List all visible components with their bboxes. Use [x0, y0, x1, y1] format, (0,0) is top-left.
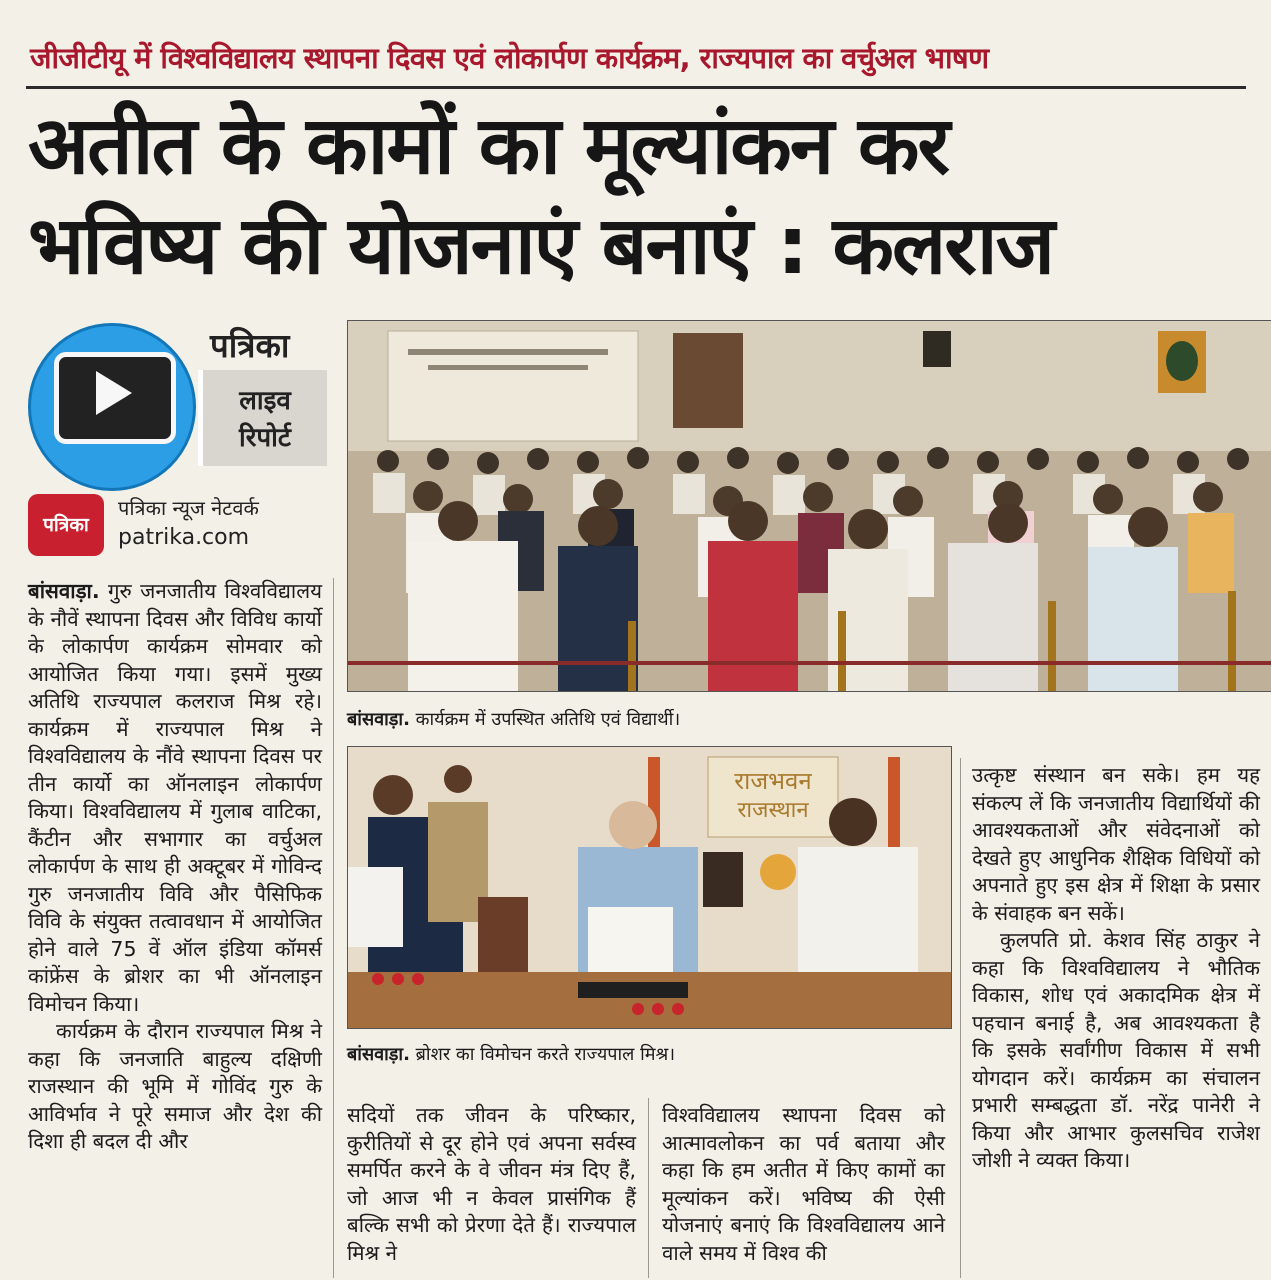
kicker-headline: जीजीटीयू में विश्वविद्यालय स्थापना दिवस एवं लोकार्पण कार्यक्रम, राज्यपाल का वर्चुअल भाषण	[30, 41, 989, 75]
photo-caption	[347, 707, 680, 731]
article-column-2	[347, 1102, 636, 1267]
news-network: पत्रिका न्यूज नेटवर्क	[118, 496, 259, 520]
article-paragraph: उत्कृष्ट संस्थान बन सके। हम यह संकल्प लें कि जनजातीय विद्यार्थियों की आवश्यकताओं और संवेदनाओं को देखते हुए आधुनिक शैक्षिक विधियों को अपनाते हुए इस क्षेत्र में शिक्षा के प्रसार के संवाहक बन सकें।	[972, 763, 1260, 925]
banner-line-1: राजभवन	[734, 767, 812, 795]
column-divider	[648, 1098, 649, 1278]
page-title	[28, 96, 1258, 296]
column-divider	[333, 578, 334, 1278]
audience-photo-illustration	[348, 321, 1271, 691]
headline-rule	[26, 86, 1246, 89]
article-column-4	[972, 762, 1260, 1175]
dateline: बांसवाड़ा.	[28, 579, 100, 603]
caption-place: बांसवाड़ा.	[347, 709, 410, 730]
patrika-logo: पत्रिका	[28, 494, 104, 556]
article-column-1	[28, 578, 322, 1156]
website-link[interactable]: patrika.com	[118, 525, 250, 550]
play-icon	[96, 371, 132, 415]
headline-line-1: अतीत के कामों का मूल्यांकन कर	[28, 99, 949, 192]
report-label: रिपोर्ट	[239, 423, 291, 453]
headline-line-2: भविष्य की योजनाएं बनाएं : कलराज	[28, 199, 1054, 292]
caption-text: कार्यक्रम में उपस्थित अतिथि एवं विद्यार्थी।	[415, 709, 681, 730]
brochure-photo-illustration	[348, 747, 951, 1028]
brochure-release-photo	[347, 746, 952, 1029]
article-paragraph: कुलपति प्रो. केशव सिंह ठाकुर ने कहा कि विश्वविद्यालय ने भौतिक विकास, शोध एवं अकादमिक क्षेत्र में पहचान बनाई है, अब आवश्यकता है कि इसके सर्वांगीण विकास में सभी योगदान करें। कार्यक्रम का संचालन प्रभारी सम्बद्धता डॉ. नरेंद्र पानेरी ने किया और आभार कुलसचिव राजेश जोशी ने व्यक्त किया।	[972, 928, 1260, 1172]
live-label: लाइव	[239, 386, 291, 416]
photo-caption	[347, 1042, 675, 1066]
article-paragraph: सदियों तक जीवन के परिष्कार, कुरीतियों से दूर होने एवं अपना सर्वस्व समर्पित करने के वे जीवन मंत्र दिए हैं, जो आज भी न केवल प्रासंगिक हैं बल्कि सभी को प्रेरणा देते हैं। राज्यपाल मिश्र ने	[347, 1103, 636, 1265]
article-column-3	[662, 1102, 945, 1267]
article-paragraph: गुरु जनजातीय विश्वविद्यालय के नौवें स्थापना दिवस और विविध कार्यो के लोकार्पण कार्यक्रम सोमवार को आयोजित किया गया। इसमें मुख्य अतिथि राज्यपाल कलराज मिश्र रहे। कार्यक्रम में राज्यपाल मिश्र ने विश्वविद्यालय के नौंवे स्थापना दिवस पर तीन कार्यो का ऑनलाइन लोकार्पण किया। विश्वविद्यालय में गुलाब वाटिका, कैंटीन और सभागार का वर्चुअल लोकार्पण के साथ ही अक्टूबर में गोविन्द गुरु जनजातीय विवि और पैसिफिक विवि के संयुक्त तत्वावधान में आयोजित होने वाले 75 वें ऑल इंडिया कॉमर्स कांफ्रेंस के ब्रोशर का भी ऑनलाइन विमोचन किया।	[28, 579, 322, 1016]
article-paragraph: कार्यक्रम के दौरान राज्यपाल मिश्र ने कहा कि जनजाति बाहुल्य दक्षिणी राजस्थान की भूमि में गोविंद गुरु के आविर्भाव ने पूरे समाज और देश की दिशा ही बदल दी और	[28, 1019, 322, 1153]
badge-brand: पत्रिका	[210, 326, 290, 365]
banner-line-2: राजस्थान	[737, 798, 809, 823]
article-paragraph: विश्वविद्यालय स्थापना दिवस को आत्मावलोकन का पर्व बताया और कहा कि हम अतीत में किए कामों का मूल्यांकन करें। भविष्य की ऐसी योजनाएं बनाएं कि विश्वविद्यालय आने वाले समय में विश्व की	[662, 1103, 945, 1265]
audience-photo	[347, 320, 1271, 692]
caption-place: बांसवाड़ा.	[347, 1044, 410, 1065]
column-divider	[960, 758, 961, 1278]
caption-text: ब्रोशर का विमोचन करते राज्यपाल मिश्र।	[415, 1044, 676, 1065]
